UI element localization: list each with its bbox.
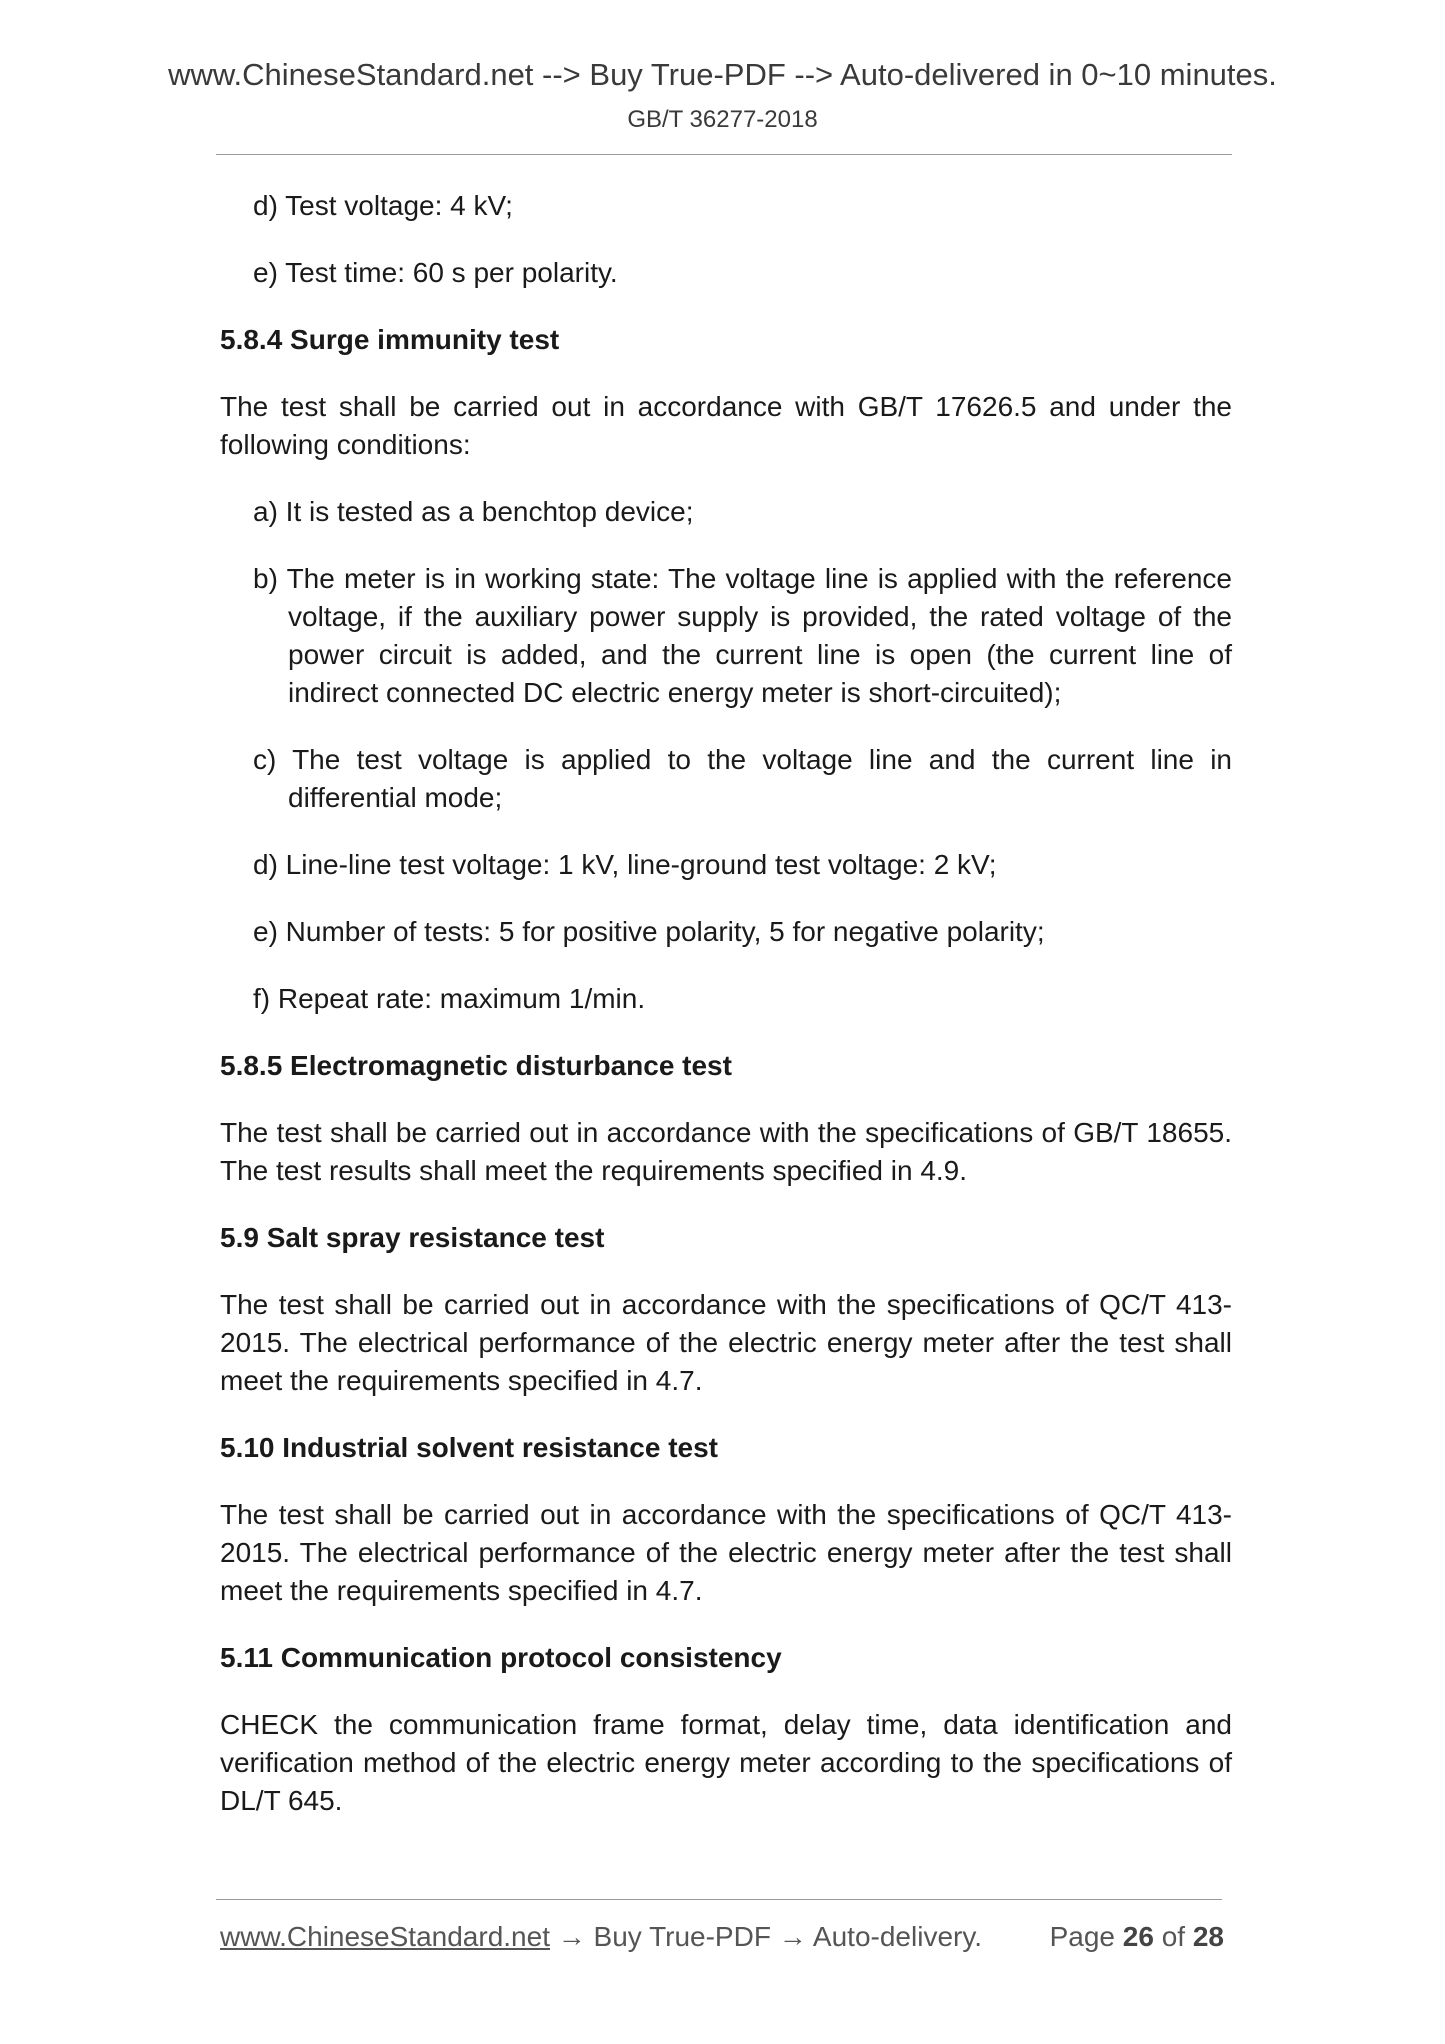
paragraph: The test shall be carried out in accordance with the specifications of GB/T 18655. The test results shall meet the requirements specified in 4.9.	[220, 1117, 1232, 1186]
list-item: e) Test time: 60 s per polarity.	[253, 257, 618, 288]
paragraph: The test shall be carried out in accordance with GB/T 17626.5 and under the following conditions:	[220, 391, 1232, 460]
footer-left	[220, 1921, 982, 1961]
section-heading-5-11: 5.11 Communication protocol consistency	[220, 1642, 782, 1673]
page-word: Page	[1049, 1921, 1115, 1952]
page-number	[1050, 1921, 1224, 1961]
document-body	[220, 187, 1232, 1849]
of-word: of	[1161, 1921, 1186, 1952]
list-item: e) Number of tests: 5 for positive polarity, 5 for negative polarity;	[253, 916, 1045, 947]
section-heading-5-9: 5.9 Salt spray resistance test	[220, 1222, 605, 1253]
page-current: 26	[1122, 1921, 1154, 1952]
list-item: b) The meter is in working state: The voltage line is applied with the reference voltage, if the auxiliary power supply is provided, the rated voltage of the power circuit is added, and the current line is open (the current line of indirect connected DC electric energy meter is short-circuited);	[253, 563, 1232, 708]
site-link[interactable]: www.ChineseStandard.net	[220, 1921, 550, 1952]
list-item: a) It is tested as a benchtop device;	[253, 496, 694, 527]
header-banner: www.ChineseStandard.net --> Buy True-PDF --> Auto-delivered in 0~10 minutes.	[168, 57, 1277, 92]
list-item: f) Repeat rate: maximum 1/min.	[253, 983, 646, 1014]
page-footer	[220, 1921, 1224, 1961]
list-item: d) Test voltage: 4 kV;	[253, 190, 513, 221]
section-heading-5-8-5: 5.8.5 Electromagnetic disturbance test	[220, 1050, 732, 1081]
list-item: c) The test voltage is applied to the voltage line and the current line in differential mode;	[253, 744, 1232, 813]
section-heading-5-10: 5.10 Industrial solvent resistance test	[220, 1432, 718, 1463]
list-item: d) Line-line test voltage: 1 kV, line-ground test voltage: 2 kV;	[253, 849, 997, 880]
footer-tagline: → Buy True-PDF → Auto-delivery.	[549, 1921, 983, 1952]
footer-divider	[216, 1899, 1222, 1900]
page-total: 28	[1192, 1921, 1224, 1952]
paragraph: CHECK the communication frame format, delay time, data identification and verification method of the electric energy meter according to the specifications of DL/T 645.	[220, 1709, 1232, 1816]
section-heading-5-8-4: 5.8.4 Surge immunity test	[220, 324, 560, 355]
paragraph: The test shall be carried out in accordance with the specifications of QC/T 413-2015. The electrical performance of the electric energy meter after the test shall meet the requirements specified in 4.7.	[220, 1499, 1232, 1606]
header-divider	[216, 154, 1232, 155]
paragraph: The test shall be carried out in accordance with the specifications of QC/T 413-2015. The electrical performance of the electric energy meter after the test shall meet the requirements specified in 4.7.	[220, 1289, 1232, 1396]
standard-number: GB/T 36277-2018	[627, 106, 818, 133]
